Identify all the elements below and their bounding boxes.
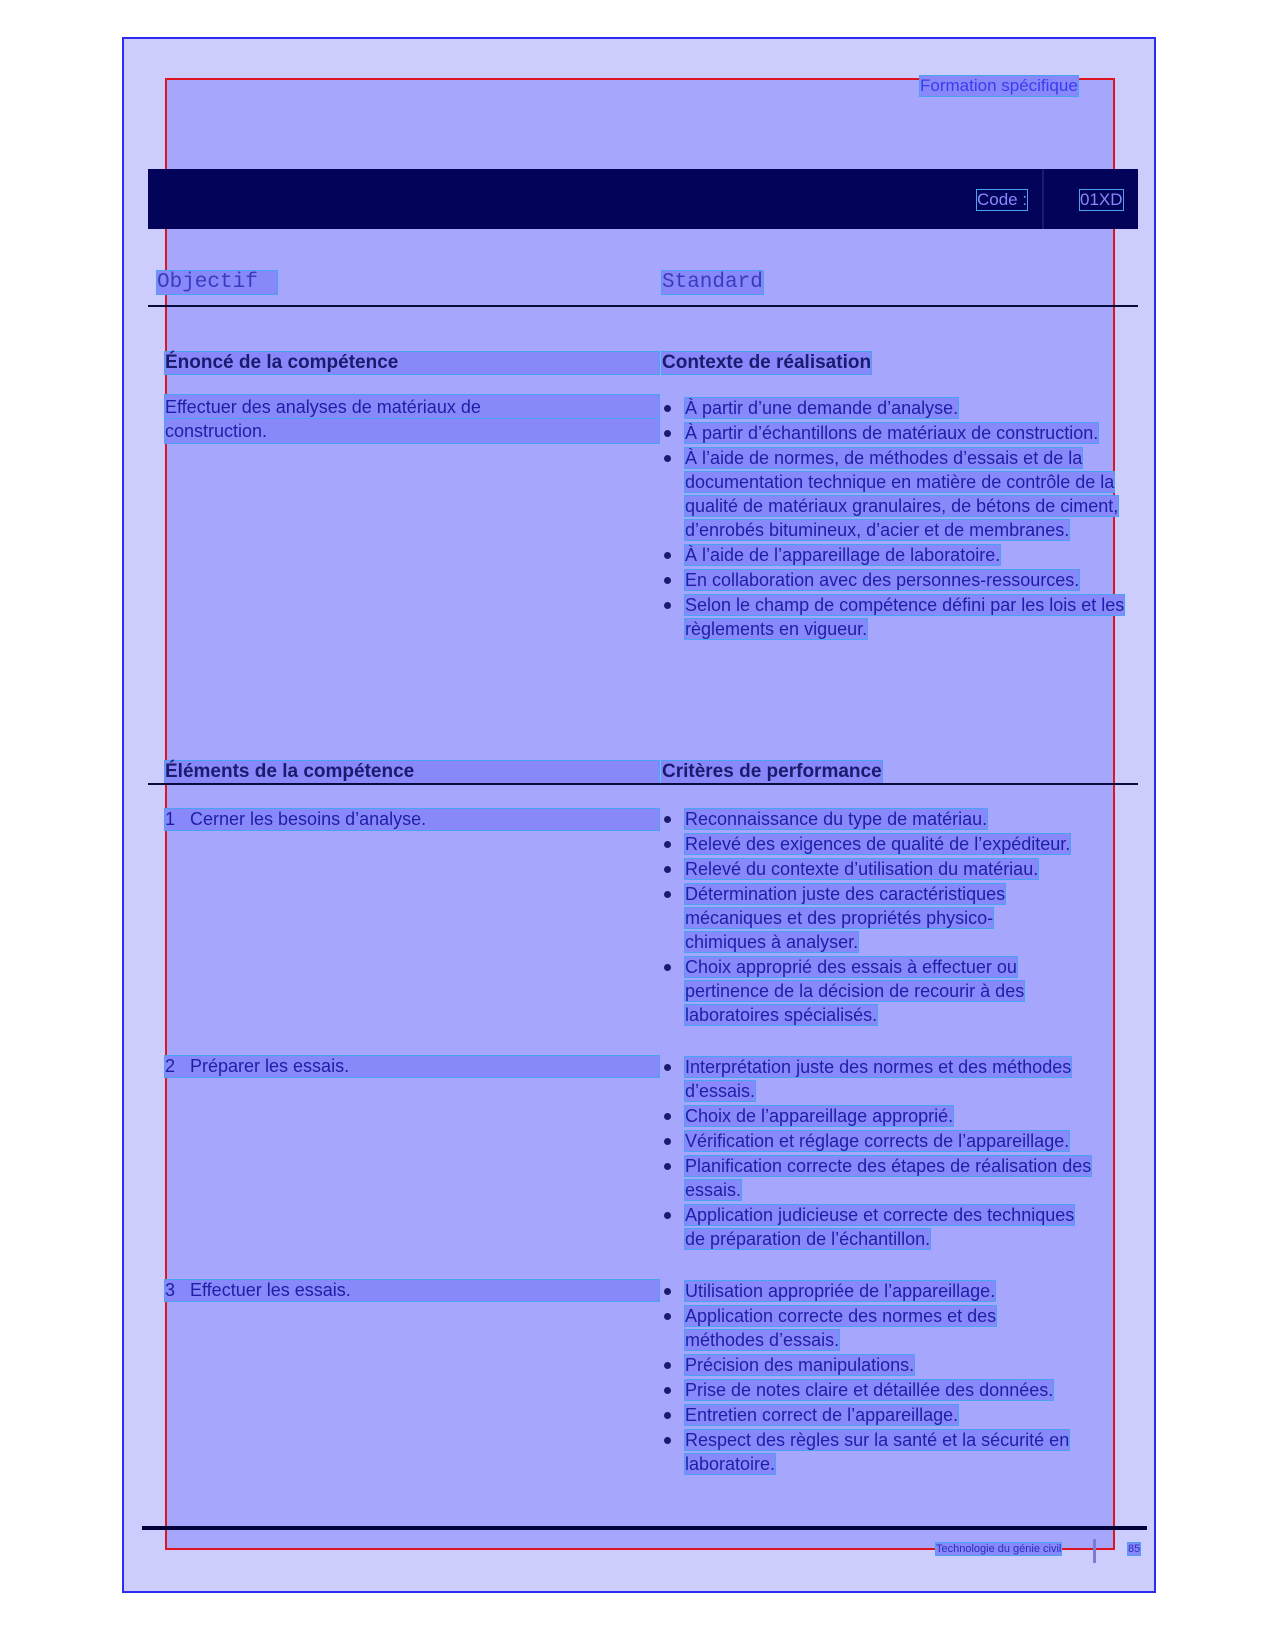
element-title — [165, 809, 659, 830]
criterion-item: Planification correcte des étapes de réalisation des essais. — [662, 1154, 1125, 1202]
context-heading: Contexte de réalisation — [662, 352, 872, 373]
code-divider — [1042, 169, 1044, 229]
element-number: 2 — [165, 1056, 176, 1076]
criterion-item: Entretien correct de l’appareillage. — [662, 1403, 1137, 1427]
context-item: À l’aide de l’appareillage de laboratoire. — [662, 543, 1132, 567]
context-item: À partir d’échantillons de matériaux de construction. — [662, 421, 1132, 445]
footer-separator — [1093, 1539, 1096, 1563]
standard-column-header: Standard — [662, 271, 763, 294]
statement-line: Effectuer des analyses de matériaux de — [165, 395, 659, 419]
criterion-item: Prise de notes claire et détaillée des données. — [662, 1378, 1137, 1402]
criterion-item: Précision des manipulations. — [662, 1353, 1137, 1377]
context-item: En collaboration avec des personnes-ressources. — [662, 568, 1132, 592]
statement-heading: Énoncé de la compétence — [165, 352, 659, 374]
criterion-item: Respect des règles sur la santé et la sécurité en laboratoire. — [662, 1428, 1137, 1476]
context-item: À l’aide de normes, de méthodes d’essais et de la documentation technique en matière de contrôle de la qualité de matériaux granulaires, de bétons de ciment, d’enrobés bitumineux, d’acier et de membranes. — [662, 446, 1132, 542]
header-rule — [148, 305, 1138, 307]
criterion-item: Choix de l’appareillage approprié. — [662, 1104, 1137, 1128]
element-title — [165, 1280, 659, 1301]
objective-column-header: Objectif — [157, 271, 277, 294]
criterion-item: Choix approprié des essais à effectuer ou pertinence de la décision de recourir à des laboratoires spécialisés. — [662, 955, 1095, 1027]
element-number: 1 — [165, 809, 176, 829]
context-item: À partir d’une demande d’analyse. — [662, 396, 1132, 420]
element-label: Préparer les essais. — [190, 1056, 350, 1076]
context-item: Selon le champ de compétence défini par les lois et les règlements en vigueur. — [662, 593, 1132, 641]
context-list — [662, 396, 1132, 642]
elements-rule — [148, 783, 1138, 785]
criterion-item: Relevé des exigences de qualité de l’expéditeur. — [662, 832, 1137, 856]
footer-page-number: 85 — [1128, 1543, 1141, 1555]
code-value: 01XD — [1080, 190, 1123, 209]
elements-heading: Éléments de la compétence — [165, 761, 659, 783]
code-label: Code : — [977, 190, 1028, 209]
header-title: Formation spécifique — [920, 76, 1078, 95]
criteria-heading: Critères de performance — [662, 761, 882, 782]
criterion-item: Application correcte des normes et des méthodes d’essais. — [662, 1304, 1070, 1352]
element-number: 3 — [165, 1280, 176, 1300]
criterion-item: Utilisation appropriée de l’appareillage. — [662, 1279, 1137, 1303]
criterion-item: Détermination juste des caractéristiques mécaniques et des propriétés physico-chimiques à analyser. — [662, 882, 1065, 954]
criterion-item: Reconnaissance du type de matériau. — [662, 807, 1137, 831]
footer-program: Technologie du génie civil — [936, 1543, 1062, 1555]
criteria-list — [662, 1055, 1137, 1252]
criterion-item: Application judicieuse et correcte des techniques de préparation de l’échantillon. — [662, 1203, 1085, 1251]
criterion-item: Vérification et réglage corrects de l’appareillage. — [662, 1129, 1137, 1153]
criterion-item: Interprétation juste des normes et des méthodes d’essais. — [662, 1055, 1137, 1103]
criterion-item: Relevé du contexte d’utilisation du matériau. — [662, 857, 1137, 881]
element-title — [165, 1056, 659, 1077]
statement-text — [165, 395, 659, 443]
element-label: Cerner les besoins d’analyse. — [190, 809, 427, 829]
element-label: Effectuer les essais. — [190, 1280, 351, 1300]
statement-line: construction. — [165, 419, 659, 443]
footer-rule — [142, 1526, 1147, 1530]
criteria-list — [662, 807, 1137, 1028]
criteria-list — [662, 1279, 1137, 1477]
